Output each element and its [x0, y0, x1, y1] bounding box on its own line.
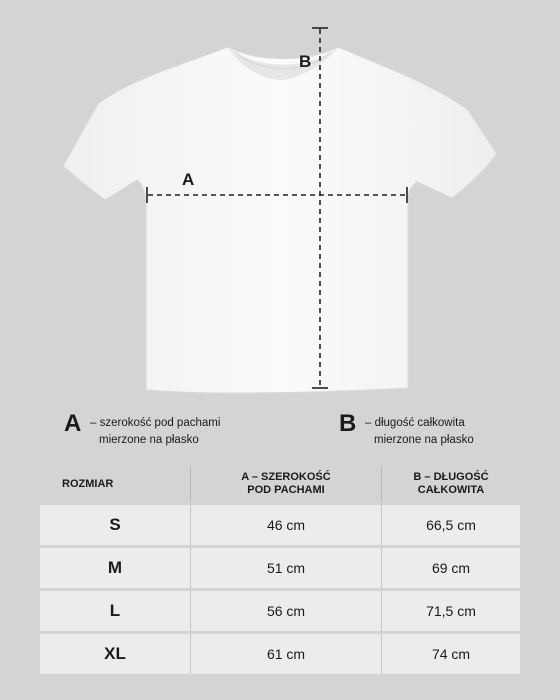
row-width: 56 cm [190, 591, 382, 631]
row-width: 46 cm [190, 505, 382, 545]
legend-b-line1: – długość całkowita [365, 417, 465, 429]
table-row [40, 634, 520, 674]
row-width: 51 cm [190, 548, 382, 588]
header-a-line2: POD PACHAMI [247, 484, 325, 496]
header-b [382, 466, 520, 502]
header-a [190, 466, 382, 502]
legend-a-letter: A [64, 410, 82, 437]
legend-a-line1: – szerokość pod pachami [90, 417, 221, 429]
header-b-line2: CAŁKOWITA [417, 484, 485, 496]
row-length: 74 cm [382, 634, 520, 674]
legend-b-letter: B [339, 410, 357, 437]
size-table-header [40, 466, 520, 502]
row-size: S [40, 505, 190, 545]
table-row [40, 505, 520, 545]
legend-b-line2: mierzone na płasko [374, 434, 474, 446]
table-row [40, 591, 520, 631]
row-size: M [40, 548, 190, 588]
measure-label-b: B [299, 52, 312, 71]
row-size: XL [40, 634, 190, 674]
tshirt-body [63, 47, 497, 393]
header-b-line1: B – DŁUGOŚĆ [413, 471, 489, 483]
legend-a-line2: mierzone na płasko [99, 434, 199, 446]
table-row [40, 548, 520, 588]
row-length: 66,5 cm [382, 505, 520, 545]
row-width: 61 cm [190, 634, 382, 674]
row-length: 71,5 cm [382, 591, 520, 631]
header-a-line1: A – SZEROKOŚĆ [241, 471, 331, 483]
size-table [40, 463, 520, 677]
row-length: 69 cm [382, 548, 520, 588]
measure-label-a: A [182, 170, 195, 189]
row-size: L [40, 591, 190, 631]
header-size: ROZMIAR [62, 477, 114, 490]
